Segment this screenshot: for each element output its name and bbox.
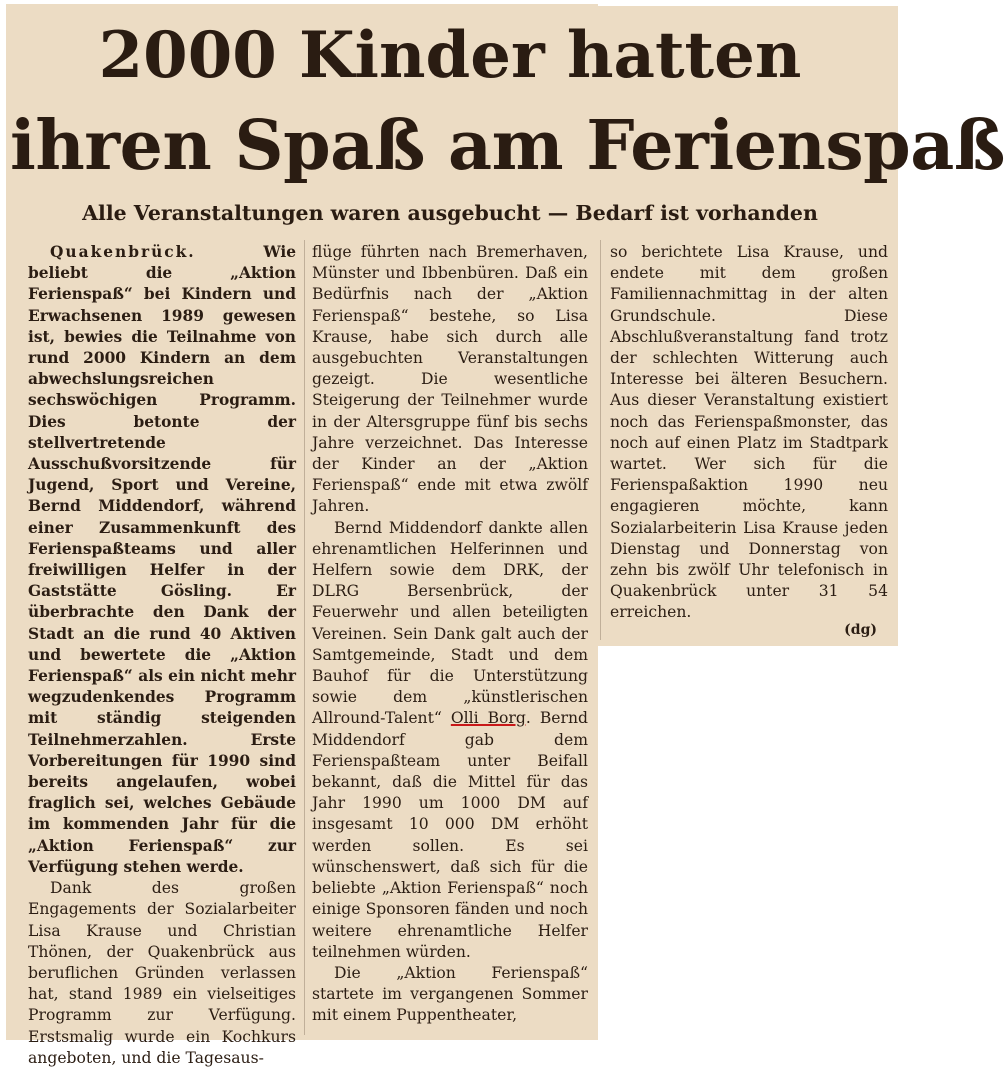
- article-column-2: [312, 242, 588, 1027]
- paragraph-text: Bernd Middendorf dankte allen ehrenamtlichen Helferinnen und Helfern sowie dem DRK, der DLRG Bersenbrück, der Feuerwehr und allen beteiligten Vereinen. Sein Dank galt auch der Samtgemeinde, Stadt und dem Bauhof für die Unterstützung sowie dem „künstlerischen Allround-Talent“: [312, 518, 588, 728]
- column-divider: [600, 240, 601, 640]
- body-paragraph: Die „Aktion Ferienspaß“ startete im vergangenen Sommer mit einem Puppentheater,: [312, 963, 588, 1025]
- body-paragraph: [312, 518, 588, 963]
- article-column-3: [610, 242, 888, 624]
- subheadline: Alle Veranstaltungen waren ausgebucht — Bedarf ist vorhanden: [82, 201, 818, 225]
- body-paragraph: so berichtete Lisa Krause, und endete mit dem großen Familiennachmittag in der alten Grundschule. Diese Abschlußveranstaltung fand trotz der schlechten Witterung auch Interesse bei älteren Besuchern. Aus dieser Veranstaltung existiert noch das Ferienspaßmonster, das noch auf einen Platz im Stadtpark wartet. Wer sich für die Ferienspaßaktion 1990 neu engagieren möchte, kann Sozialarbeiterin Lisa Krause jeden Dienstag und Donnerstag von zehn bis zwölf Uhr telefonisch in Quakenbrück unter 31 54 erreichen.: [610, 243, 888, 622]
- paragraph-text: . Bernd Middendorf gab dem Ferienspaßteam unter Beifall bekannt, daß die Mittel für das Jahr 1990 um 1000 DM auf insgesamt 10 000 DM erhöht werden sollen. Es sei wünschenswert, daß sich für die beliebte „Aktion Ferienspaß“ noch einige Sponsoren fänden und noch weitere ehrenamtliche Helfer teilnehmen würden.: [312, 709, 588, 961]
- body-paragraph: flüge führten nach Bremerhaven, Münster und Ibbenbüren. Daß ein Bedürfnis nach der „Aktion Ferienspaß“ bestehe, so Lisa Krause, habe sich durch alle ausgebuchten Veranstaltungen gezeigt. Die wesentliche Steigerung der Teilnehmer wurde in der Altersgruppe fünf bis sechs Jahre verzeichnet. Das Interesse der Kinder an der „Aktion Ferienspaß“ ende mit etwa zwölf Jahren.: [312, 243, 588, 516]
- author-initials: (dg): [844, 622, 877, 638]
- lead-paragraph: [28, 242, 296, 878]
- headline-line-1: 2000 Kinder hatten: [98, 18, 802, 93]
- dateline: Quakenbrück.: [50, 243, 196, 261]
- body-paragraph: Dank des großen Engagements der Sozialarbeiter Lisa Krause und Christian Thönen, der Quakenbrück aus beruflichen Gründen verlassen hat, stand 1989 ein vielseitiges Programm zur Verfügung. Erstsmalig wurde ein Kochkurs angeboten, und die Tagesaus-: [28, 879, 296, 1067]
- article-column-1: [28, 242, 296, 1069]
- column-divider: [304, 240, 305, 1035]
- underlined-name: Olli Borg: [450, 709, 526, 728]
- lead-text: Wie beliebt die „Aktion Ferienspaß“ bei Kindern und Erwachsenen 1989 gewesen ist, bewies die Teilnahme von rund 2000 Kindern an dem abwechslungsreichen sechswöchigen Programm. Dies betonte der stellvertretende Ausschußvorsitzende für Jugend, Sport und Vereine, Bernd Middendorf, während einer Zusammenkunft des Ferienspaßteams und aller freiwilligen Helfer in der Gaststätte Gösling. Er überbrachte den Dank der Stadt an die rund 40 Aktiven und bewertete die „Aktion Ferienspaß“ als ein nicht mehr wegzudenkendes Programm mit ständig steigenden Teilnehmerzahlen. Erste Vorbereitungen für 1990 sind bereits angelaufen, wobei fraglich sei, welches Gebäude im kommenden Jahr für die „Aktion Ferienspaß“ zur Verfügung stehen werde.: [28, 243, 296, 876]
- headline-line-2: ihren Spaß am Ferienspaß: [10, 106, 1005, 186]
